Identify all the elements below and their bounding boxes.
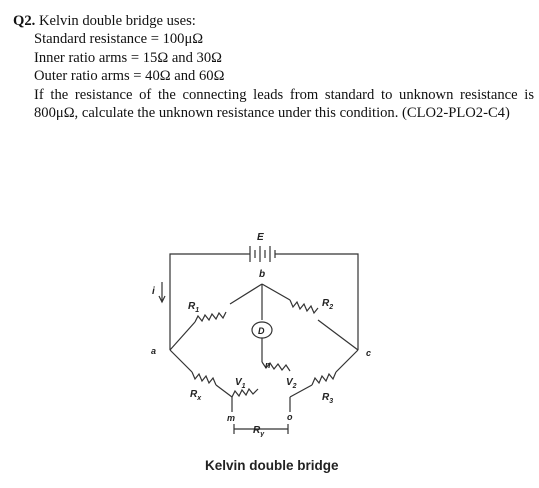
label-c: c	[366, 348, 372, 358]
label-v2: $V_2$	[286, 377, 297, 390]
question-header	[13, 12, 533, 30]
wire-right-top	[280, 254, 358, 350]
inner-ratio-line: Inner ratio arms = 15Ω and 30Ω	[34, 49, 222, 66]
question-block	[13, 12, 533, 122]
label-a: a	[151, 346, 157, 356]
kelvin-bridge-figure	[140, 222, 390, 437]
r1-resistor	[195, 312, 226, 322]
standard-resistance-line: Standard resistance = 100μΩ	[34, 31, 204, 48]
question-number: Q2.	[13, 13, 36, 29]
battery-icon	[250, 246, 280, 262]
kelvin-bridge-diagram	[140, 222, 390, 437]
wire-left-top	[170, 254, 248, 350]
label-n: n	[265, 360, 271, 370]
rx-resistor	[192, 372, 216, 385]
label-b: b	[259, 269, 266, 280]
question-title: Kelvin double bridge uses:	[38, 13, 196, 29]
label-m: m	[227, 413, 236, 423]
v1-resistor	[232, 389, 258, 397]
label-i: i	[152, 286, 155, 297]
label-e: E	[257, 232, 264, 243]
outer-ratio-line: Outer ratio arms = 40Ω and 60Ω	[34, 68, 225, 85]
label-r3: $R_3$	[322, 392, 334, 405]
figure-caption: Kelvin double bridge	[205, 458, 339, 473]
label-rx: $R_x$	[190, 389, 202, 402]
label-r2: $R_2$	[322, 298, 334, 311]
label-o: o	[287, 412, 293, 422]
label-r1: $R_1$	[188, 301, 200, 314]
question-paragraph: If the resistance of the connecting leads from standard to unknown resistance is 800μΩ, calculate the unknown resistance under this condition. (CLO2-PLO2-C4)	[34, 86, 534, 122]
label-ry: $R_y$	[253, 425, 265, 437]
label-d: D	[258, 326, 265, 336]
r3-resistor	[312, 372, 336, 385]
label-v1: $V_1$	[235, 377, 246, 390]
r2-resistor	[290, 300, 318, 313]
